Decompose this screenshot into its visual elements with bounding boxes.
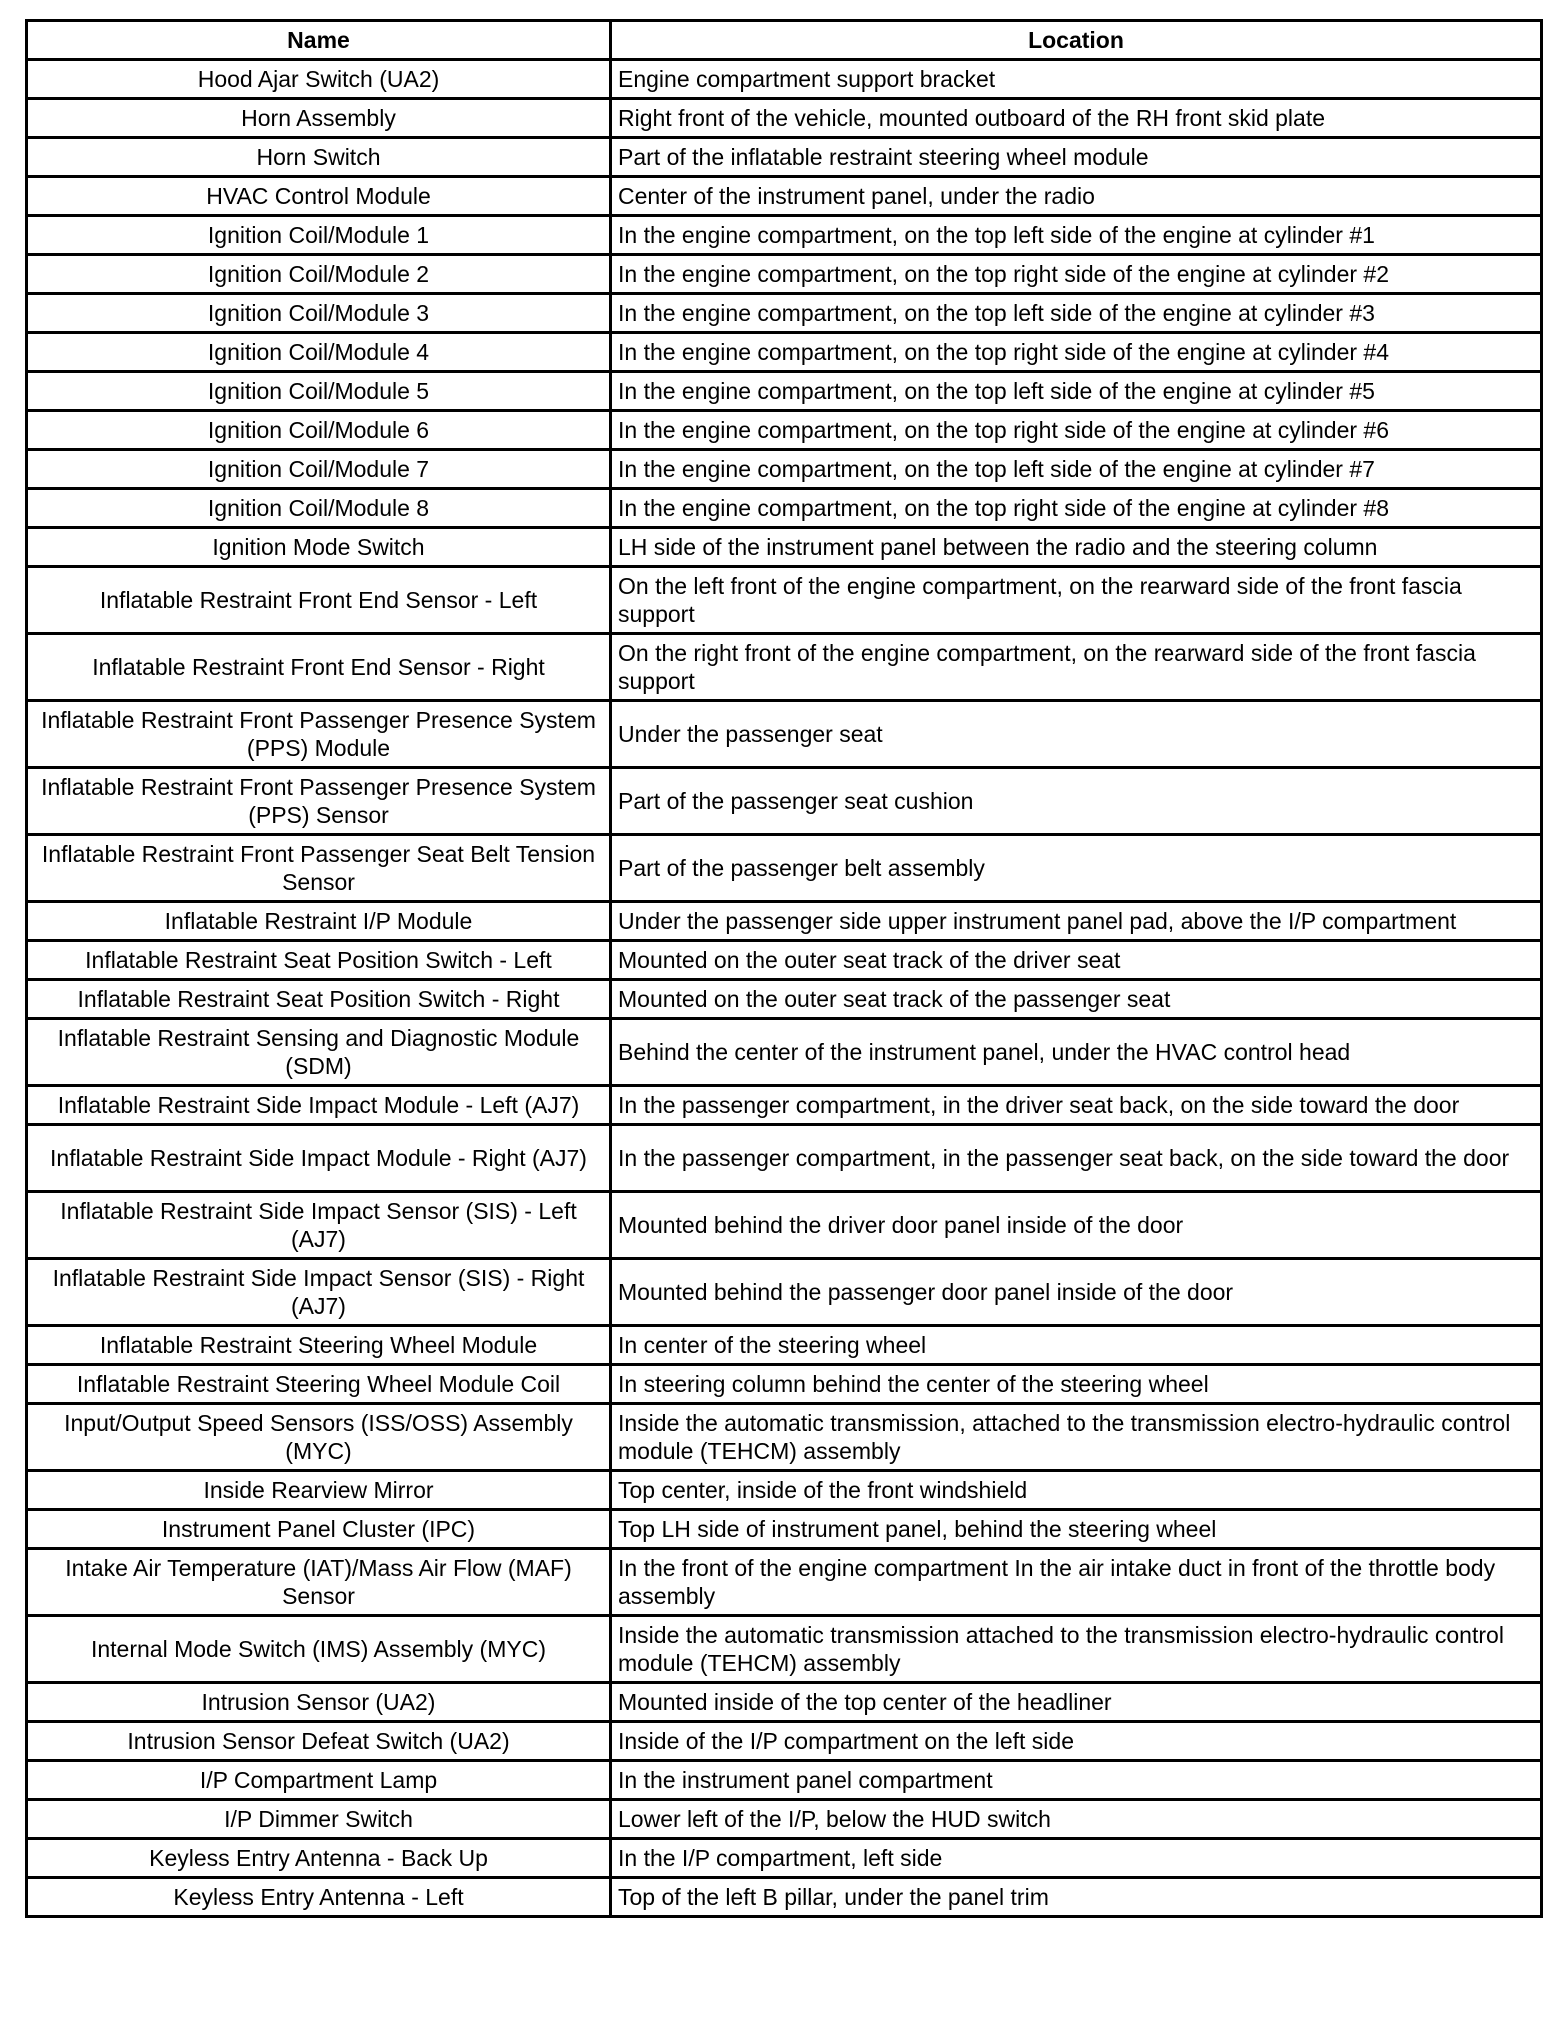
table-row — [27, 1616, 1542, 1683]
component-name-cell: Instrument Panel Cluster (IPC) — [27, 1510, 611, 1549]
component-location-cell: In the engine compartment, on the top left side of the engine at cylinder #7 — [611, 450, 1542, 489]
component-location-cell: Engine compartment support bracket — [611, 60, 1542, 99]
component-location-cell: In the engine compartment, on the top right side of the engine at cylinder #4 — [611, 333, 1542, 372]
table-row — [27, 1192, 1542, 1259]
component-name-cell: I/P Dimmer Switch — [27, 1800, 611, 1839]
component-location-cell: In the engine compartment, on the top left side of the engine at cylinder #1 — [611, 216, 1542, 255]
component-location-cell: Under the passenger side upper instrument panel pad, above the I/P compartment — [611, 902, 1542, 941]
component-location-cell: Inside the automatic transmission, attached to the transmission electro-hydraulic control module (TEHCM) assembly — [611, 1404, 1542, 1471]
component-location-cell: Center of the instrument panel, under the radio — [611, 177, 1542, 216]
column-header-location: Location — [611, 21, 1542, 60]
component-location-cell: In the I/P compartment, left side — [611, 1839, 1542, 1878]
table-row — [27, 216, 1542, 255]
table-row — [27, 768, 1542, 835]
table-body — [27, 60, 1542, 1917]
table-row — [27, 528, 1542, 567]
component-name-cell: Ignition Coil/Module 6 — [27, 411, 611, 450]
component-location-cell: Under the passenger seat — [611, 701, 1542, 768]
table-row — [27, 60, 1542, 99]
component-location-table — [25, 19, 1543, 1918]
component-location-cell: Part of the inflatable restraint steering wheel module — [611, 138, 1542, 177]
table-row — [27, 1125, 1542, 1192]
component-name-cell: Inflatable Restraint Front Passenger Presence System (PPS) Module — [27, 701, 611, 768]
component-name-cell: Inside Rearview Mirror — [27, 1471, 611, 1510]
component-name-cell: Ignition Coil/Module 8 — [27, 489, 611, 528]
table-row — [27, 294, 1542, 333]
table-row — [27, 177, 1542, 216]
component-name-cell: Internal Mode Switch (IMS) Assembly (MYC) — [27, 1616, 611, 1683]
component-name-cell: Inflatable Restraint Side Impact Sensor (SIS) - Left (AJ7) — [27, 1192, 611, 1259]
table-row — [27, 1839, 1542, 1878]
component-name-cell: Ignition Mode Switch — [27, 528, 611, 567]
column-header-name: Name — [27, 21, 611, 60]
table-row — [27, 138, 1542, 177]
component-location-cell: LH side of the instrument panel between the radio and the steering column — [611, 528, 1542, 567]
table-row — [27, 1683, 1542, 1722]
component-name-cell: Inflatable Restraint Front Passenger Seat Belt Tension Sensor — [27, 835, 611, 902]
table-row — [27, 1019, 1542, 1086]
table-row — [27, 902, 1542, 941]
component-location-cell: Top LH side of instrument panel, behind the steering wheel — [611, 1510, 1542, 1549]
table-row — [27, 1761, 1542, 1800]
header-row — [27, 21, 1542, 60]
component-name-cell: Inflatable Restraint Front End Sensor - Right — [27, 634, 611, 701]
table-row — [27, 1722, 1542, 1761]
component-name-cell: Ignition Coil/Module 4 — [27, 333, 611, 372]
table-row — [27, 701, 1542, 768]
component-location-cell: Inside of the I/P compartment on the left side — [611, 1722, 1542, 1761]
component-name-cell: Ignition Coil/Module 2 — [27, 255, 611, 294]
component-name-cell: Keyless Entry Antenna - Left — [27, 1878, 611, 1917]
component-name-cell: Inflatable Restraint Seat Position Switch - Right — [27, 980, 611, 1019]
component-name-cell: Ignition Coil/Module 5 — [27, 372, 611, 411]
component-name-cell: Inflatable Restraint Front End Sensor - Left — [27, 567, 611, 634]
component-name-cell: Intake Air Temperature (IAT)/Mass Air Flow (MAF) Sensor — [27, 1549, 611, 1616]
component-name-cell: HVAC Control Module — [27, 177, 611, 216]
component-name-cell: Inflatable Restraint Steering Wheel Module Coil — [27, 1365, 611, 1404]
table-row — [27, 411, 1542, 450]
component-name-cell: Horn Switch — [27, 138, 611, 177]
component-location-cell: In the engine compartment, on the top right side of the engine at cylinder #2 — [611, 255, 1542, 294]
component-name-cell: Ignition Coil/Module 7 — [27, 450, 611, 489]
component-name-cell: Horn Assembly — [27, 99, 611, 138]
component-name-cell: Inflatable Restraint Sensing and Diagnostic Module (SDM) — [27, 1019, 611, 1086]
component-location-cell: Lower left of the I/P, below the HUD switch — [611, 1800, 1542, 1839]
component-location-cell: Right front of the vehicle, mounted outboard of the RH front skid plate — [611, 99, 1542, 138]
component-name-cell: Inflatable Restraint Side Impact Sensor (SIS) - Right (AJ7) — [27, 1259, 611, 1326]
table-row — [27, 450, 1542, 489]
table-row — [27, 1878, 1542, 1917]
component-location-cell: Mounted on the outer seat track of the passenger seat — [611, 980, 1542, 1019]
component-location-cell: On the right front of the engine compartment, on the rearward side of the front fascia support — [611, 634, 1542, 701]
component-location-cell: Inside the automatic transmission attached to the transmission electro-hydraulic control module (TEHCM) assembly — [611, 1616, 1542, 1683]
table-row — [27, 1800, 1542, 1839]
component-location-cell: Part of the passenger seat cushion — [611, 768, 1542, 835]
component-location-cell: In the engine compartment, on the top right side of the engine at cylinder #8 — [611, 489, 1542, 528]
component-name-cell: Intrusion Sensor Defeat Switch (UA2) — [27, 1722, 611, 1761]
component-location-cell: Part of the passenger belt assembly — [611, 835, 1542, 902]
component-location-cell: In the engine compartment, on the top left side of the engine at cylinder #3 — [611, 294, 1542, 333]
component-name-cell: Inflatable Restraint Seat Position Switch - Left — [27, 941, 611, 980]
table-row — [27, 1086, 1542, 1125]
component-name-cell: Inflatable Restraint Side Impact Module - Right (AJ7) — [27, 1125, 611, 1192]
component-location-cell: Mounted on the outer seat track of the driver seat — [611, 941, 1542, 980]
component-name-cell: Inflatable Restraint Side Impact Module - Left (AJ7) — [27, 1086, 611, 1125]
table-row — [27, 1510, 1542, 1549]
component-location-cell: Mounted behind the passenger door panel inside of the door — [611, 1259, 1542, 1326]
table-row — [27, 99, 1542, 138]
component-location-cell: Top center, inside of the front windshield — [611, 1471, 1542, 1510]
table-row — [27, 1259, 1542, 1326]
component-location-cell: In center of the steering wheel — [611, 1326, 1542, 1365]
table-row — [27, 835, 1542, 902]
table-row — [27, 941, 1542, 980]
component-location-cell: Mounted inside of the top center of the headliner — [611, 1683, 1542, 1722]
table-row — [27, 372, 1542, 411]
component-location-cell: Top of the left B pillar, under the panel trim — [611, 1878, 1542, 1917]
component-location-cell: In the passenger compartment, in the passenger seat back, on the side toward the door — [611, 1125, 1542, 1192]
component-name-cell: Ignition Coil/Module 1 — [27, 216, 611, 255]
table-row — [27, 333, 1542, 372]
component-location-cell: Mounted behind the driver door panel inside of the door — [611, 1192, 1542, 1259]
component-name-cell: Input/Output Speed Sensors (ISS/OSS) Assembly (MYC) — [27, 1404, 611, 1471]
table-row — [27, 1549, 1542, 1616]
component-location-cell: On the left front of the engine compartment, on the rearward side of the front fascia support — [611, 567, 1542, 634]
component-name-cell: Keyless Entry Antenna - Back Up — [27, 1839, 611, 1878]
table-row — [27, 980, 1542, 1019]
component-location-cell: In the front of the engine compartment In the air intake duct in front of the throttle body assembly — [611, 1549, 1542, 1616]
component-name-cell: Ignition Coil/Module 3 — [27, 294, 611, 333]
table-row — [27, 489, 1542, 528]
component-location-cell: In the engine compartment, on the top right side of the engine at cylinder #6 — [611, 411, 1542, 450]
table-row — [27, 1326, 1542, 1365]
table-row — [27, 634, 1542, 701]
table-row — [27, 567, 1542, 634]
table-row — [27, 255, 1542, 294]
component-location-cell: In the engine compartment, on the top left side of the engine at cylinder #5 — [611, 372, 1542, 411]
table-row — [27, 1471, 1542, 1510]
component-name-cell: Inflatable Restraint Steering Wheel Module — [27, 1326, 611, 1365]
component-name-cell: I/P Compartment Lamp — [27, 1761, 611, 1800]
component-location-cell: In the instrument panel compartment — [611, 1761, 1542, 1800]
component-location-cell: In the passenger compartment, in the driver seat back, on the side toward the door — [611, 1086, 1542, 1125]
component-name-cell: Intrusion Sensor (UA2) — [27, 1683, 611, 1722]
component-location-cell: In steering column behind the center of the steering wheel — [611, 1365, 1542, 1404]
component-location-cell: Behind the center of the instrument panel, under the HVAC control head — [611, 1019, 1542, 1086]
table-row — [27, 1404, 1542, 1471]
table-row — [27, 1365, 1542, 1404]
component-name-cell: Inflatable Restraint I/P Module — [27, 902, 611, 941]
component-name-cell: Hood Ajar Switch (UA2) — [27, 60, 611, 99]
component-name-cell: Inflatable Restraint Front Passenger Presence System (PPS) Sensor — [27, 768, 611, 835]
